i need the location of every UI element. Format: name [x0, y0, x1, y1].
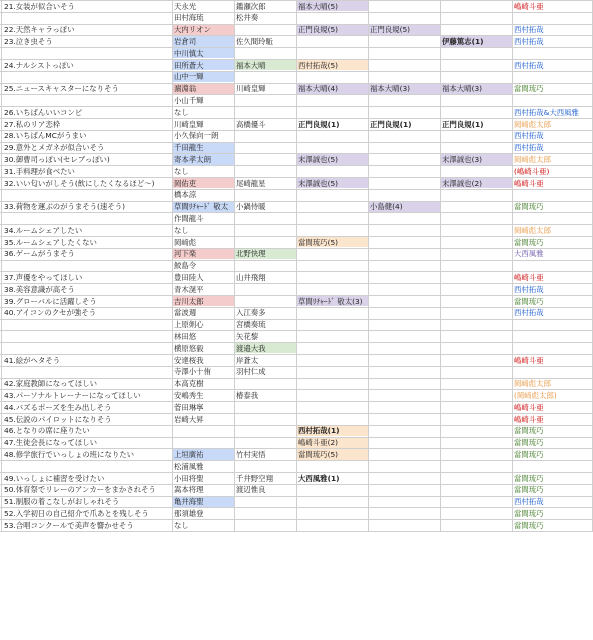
- question-cell[interactable]: 42.家庭教師になってほしい: [4, 379, 98, 389]
- question-cell[interactable]: [2, 319, 172, 330]
- answer-cell[interactable]: 吉川太郎: [172, 296, 234, 307]
- answer-cell[interactable]: [234, 284, 296, 295]
- vote-cell[interactable]: 末澤誠也(5): [296, 178, 368, 189]
- question-cell[interactable]: [2, 95, 172, 106]
- vote-cell[interactable]: 福本大晴(3): [368, 83, 440, 94]
- answer-cell[interactable]: 入江奏多: [236, 308, 266, 318]
- result-cell[interactable]: 當間琉巧: [514, 202, 544, 212]
- answer-cell[interactable]: 松井奏: [236, 13, 259, 23]
- answer-cell[interactable]: 小久保向一朗: [174, 131, 219, 141]
- result-cell[interactable]: 西村拓哉: [514, 497, 544, 507]
- answer-cell[interactable]: 竹村実悟: [236, 449, 266, 459]
- answer-cell[interactable]: [234, 425, 296, 436]
- answer-cell[interactable]: 岡﨑彪: [174, 237, 197, 247]
- result-cell[interactable]: 當間琉巧: [514, 426, 544, 436]
- vote-cell[interactable]: 草間ﾘﾁｬｰﾄﾞ 敬太(3): [296, 296, 368, 307]
- answer-cell[interactable]: 上原剣心: [174, 320, 204, 330]
- question-cell[interactable]: 41.絵がヘタそう: [4, 355, 61, 365]
- result-cell[interactable]: 西村拓哉: [514, 131, 544, 141]
- vote-cell[interactable]: 福本大晴(4): [296, 83, 368, 94]
- answer-cell[interactable]: 高橋優斗: [236, 119, 266, 129]
- result-cell[interactable]: 嶋崎斗亜: [514, 355, 544, 365]
- answer-cell[interactable]: [234, 461, 296, 472]
- answer-cell[interactable]: [234, 213, 296, 224]
- result-cell[interactable]: 嶋崎斗亜: [514, 414, 544, 424]
- answer-cell[interactable]: 松浦風雅: [174, 461, 204, 471]
- vote-cell[interactable]: 當間琉巧(5): [296, 449, 368, 460]
- result-cell[interactable]: 嶋崎斗亜: [514, 1, 544, 11]
- result-cell[interactable]: 西村拓哉&大西風雅: [514, 107, 579, 117]
- result-cell[interactable]: 當間琉巧: [514, 508, 544, 518]
- answer-cell[interactable]: 宮橋奏琉: [236, 320, 266, 330]
- vote-cell[interactable]: 嶋崎斗亜(2): [296, 437, 368, 448]
- result-cell[interactable]: 西村拓哉: [514, 308, 544, 318]
- vote-cell[interactable]: 正門良規(5): [368, 24, 440, 35]
- vote-cell[interactable]: 正門良規(1): [442, 119, 484, 129]
- question-cell[interactable]: 52.入学初日の自己紹介で爪あとを残しそう: [4, 508, 149, 518]
- question-cell[interactable]: [2, 461, 172, 472]
- answer-cell[interactable]: [234, 225, 296, 236]
- answer-cell[interactable]: 小田将聖: [174, 473, 204, 483]
- result-cell[interactable]: 岡﨑彪太郎: [514, 119, 551, 129]
- question-cell[interactable]: 22.天然キャラっぽい: [4, 25, 75, 35]
- question-cell[interactable]: 39.グローバルに活躍しそう: [4, 296, 97, 306]
- question-cell[interactable]: 31.手料理が食べたい: [4, 166, 75, 176]
- answer-cell[interactable]: 渡邉大我: [234, 343, 296, 354]
- answer-cell[interactable]: [234, 48, 296, 59]
- result-cell[interactable]: 西村拓哉: [514, 143, 544, 153]
- answer-cell[interactable]: 岩倉司: [172, 36, 234, 47]
- answer-cell[interactable]: 千井野空翔: [236, 473, 273, 483]
- result-cell[interactable]: 當間琉巧: [514, 520, 544, 530]
- result-cell[interactable]: 當間琉巧: [514, 237, 544, 247]
- result-cell[interactable]: 嶋崎斗亜: [514, 272, 544, 282]
- answer-cell[interactable]: 那須雄登: [174, 508, 204, 518]
- answer-cell[interactable]: 山井飛翔: [236, 272, 266, 282]
- answer-cell[interactable]: 田所蒼大: [172, 60, 234, 71]
- vote-cell[interactable]: 福本大晴(5): [296, 1, 368, 12]
- answer-cell[interactable]: 安嶋秀生: [174, 390, 204, 400]
- answer-cell[interactable]: 横原悠毅: [174, 343, 204, 353]
- question-cell[interactable]: 28.いちばんMCがうまい: [4, 131, 87, 141]
- answer-cell[interactable]: 林田悠: [174, 331, 197, 341]
- answer-cell[interactable]: 椿泰我: [236, 390, 259, 400]
- answer-cell[interactable]: 田村海琉: [174, 13, 204, 23]
- question-cell[interactable]: 43.パーソナルトレーナーになってほしい: [4, 390, 141, 400]
- answer-cell[interactable]: [234, 154, 296, 165]
- question-cell[interactable]: [2, 343, 172, 354]
- answer-cell[interactable]: [234, 130, 296, 141]
- answer-cell[interactable]: 嵩本将理: [174, 485, 204, 495]
- question-cell[interactable]: 25.ニュースキャスターになりそう: [4, 84, 119, 94]
- question-cell[interactable]: 36.ゲームがうまそう: [4, 249, 75, 259]
- answer-cell[interactable]: [234, 520, 296, 531]
- answer-cell[interactable]: [234, 189, 296, 200]
- question-cell[interactable]: 35.ルームシェアしたくない: [4, 237, 97, 247]
- vote-cell[interactable]: 當間琉巧(5): [296, 237, 368, 248]
- result-cell[interactable]: 當間琉巧: [514, 296, 544, 306]
- question-cell[interactable]: [2, 189, 172, 200]
- result-cell[interactable]: 西村拓哉: [514, 25, 544, 35]
- answer-cell[interactable]: [172, 437, 234, 448]
- answer-cell[interactable]: 川崎皇輝: [236, 84, 266, 94]
- column-divider: [1, 0, 2, 531]
- vote-cell[interactable]: 西村拓哉(1): [296, 425, 368, 436]
- answer-cell[interactable]: 鑑瀬次郎: [236, 1, 266, 11]
- answer-cell[interactable]: 小鍋侍暖: [236, 202, 266, 212]
- answer-cell[interactable]: なし: [174, 225, 189, 235]
- answer-cell[interactable]: なし: [174, 166, 189, 176]
- answer-cell[interactable]: 濵淵翁: [172, 83, 234, 94]
- answer-cell[interactable]: [234, 24, 296, 35]
- answer-cell[interactable]: [234, 508, 296, 519]
- column-divider: [368, 0, 369, 531]
- vote-cell[interactable]: 西村拓哉(5): [296, 60, 368, 71]
- result-cell[interactable]: 當間琉巧: [514, 473, 544, 483]
- question-cell[interactable]: [2, 71, 172, 82]
- answer-cell[interactable]: [234, 107, 296, 118]
- result-cell[interactable]: 西村拓哉: [514, 36, 544, 46]
- result-cell[interactable]: 當間琉巧: [514, 485, 544, 495]
- vote-cell[interactable]: 末澤誠也(5): [296, 154, 368, 165]
- question-cell[interactable]: 26.いちばんいいコンビ: [4, 107, 83, 117]
- answer-cell[interactable]: 矢花黎: [236, 331, 259, 341]
- answer-cell[interactable]: [234, 496, 296, 507]
- column-divider: [440, 0, 441, 531]
- answer-cell[interactable]: 佐久間玲駈: [236, 36, 273, 46]
- answer-cell[interactable]: 寺澤小十侑: [174, 367, 211, 377]
- question-cell[interactable]: 46.となりの席に座りたい: [4, 426, 90, 436]
- result-cell[interactable]: 岡﨑彪太郎: [514, 225, 551, 235]
- result-cell[interactable]: (嶋崎斗亜): [514, 166, 550, 176]
- result-cell[interactable]: (岡﨑彪太郎): [514, 390, 557, 400]
- question-cell[interactable]: 37.声優をやってほしい: [4, 272, 83, 282]
- result-cell[interactable]: 大西風雅: [514, 249, 544, 259]
- answer-cell[interactable]: [234, 378, 296, 389]
- answer-cell[interactable]: [234, 260, 296, 271]
- question-cell[interactable]: 50.体育祭でリレーのアンカーをまかされそう: [4, 485, 156, 495]
- column-divider: [512, 0, 513, 531]
- answer-cell[interactable]: 橋本涼: [174, 190, 197, 200]
- answer-cell[interactable]: 天永光: [174, 1, 197, 11]
- answer-cell[interactable]: [234, 237, 296, 248]
- vote-cell[interactable]: 伊藤篤志(1): [440, 36, 512, 47]
- question-cell[interactable]: 45.伝説のパイロットになりそう: [4, 414, 112, 424]
- answer-cell[interactable]: 川崎皇輝: [174, 119, 204, 129]
- question-cell[interactable]: [2, 260, 172, 271]
- question-cell[interactable]: 24.ナルシストっぽい: [4, 60, 74, 70]
- answer-cell[interactable]: [234, 166, 296, 177]
- answer-cell[interactable]: [234, 437, 296, 448]
- answer-cell[interactable]: 上垣廣祐: [172, 449, 234, 460]
- question-cell[interactable]: 51.制服の着こなしがおしゃれそう: [4, 497, 120, 507]
- answer-cell[interactable]: 中川慎太: [172, 48, 234, 59]
- answer-cell[interactable]: 安達桜我: [174, 355, 204, 365]
- result-cell[interactable]: 嶋崎斗亜: [514, 402, 544, 412]
- question-cell[interactable]: 27.私のリア恋枠: [4, 119, 61, 129]
- answer-cell[interactable]: 岩崎大昇: [174, 414, 204, 424]
- vote-cell[interactable]: 末澤誠也(2): [440, 178, 512, 189]
- row-divider: [0, 531, 593, 532]
- column-divider: [296, 0, 297, 531]
- result-cell[interactable]: 當間琉巧: [514, 449, 544, 459]
- question-cell[interactable]: [2, 48, 172, 59]
- answer-cell[interactable]: 本高克樹: [174, 379, 204, 389]
- result-cell[interactable]: 西村拓哉: [514, 284, 544, 294]
- answer-cell[interactable]: 岡佑吏: [172, 178, 234, 189]
- answer-cell[interactable]: [234, 296, 296, 307]
- answer-cell[interactable]: 當波週: [174, 308, 197, 318]
- answer-cell[interactable]: 寄本孝太朗: [172, 154, 234, 165]
- question-cell[interactable]: 32.いい匂いがしそう(飲にしたくなるほど〜): [4, 178, 155, 188]
- answer-cell[interactable]: [172, 425, 234, 436]
- question-cell[interactable]: 38.美容意識が高そう: [4, 284, 75, 294]
- answer-cell[interactable]: 豊田陸人: [174, 272, 204, 282]
- column-divider: [234, 0, 235, 531]
- question-cell[interactable]: 34.ルームシェアしたい: [4, 225, 83, 235]
- answer-cell[interactable]: 大内リオン: [172, 24, 234, 35]
- question-cell[interactable]: 49.いっしょに補習を受けたい: [4, 473, 105, 483]
- column-divider: [172, 0, 173, 531]
- question-cell[interactable]: [2, 366, 172, 377]
- answer-cell[interactable]: [234, 95, 296, 106]
- answer-cell[interactable]: 北野快理: [234, 248, 296, 259]
- result-cell[interactable]: 當間琉巧: [514, 84, 544, 94]
- answer-cell[interactable]: [234, 402, 296, 413]
- question-cell[interactable]: 47.生徒会長になってほしい: [4, 438, 98, 448]
- answer-cell[interactable]: 鮫島令: [174, 261, 197, 271]
- answer-cell[interactable]: 羽村仁成: [236, 367, 266, 377]
- vote-cell[interactable]: 正門良規(5): [296, 24, 368, 35]
- question-cell[interactable]: 48.修学旅行でいっしょの班になりたい: [4, 449, 135, 459]
- question-cell[interactable]: 21.女装が似合いそう: [4, 1, 75, 11]
- vote-cell[interactable]: 正門良規(1): [370, 119, 412, 129]
- question-cell[interactable]: [2, 331, 172, 342]
- question-cell[interactable]: 29.意外とメガネが似合いそう: [4, 143, 105, 153]
- answer-cell[interactable]: 千田龍生: [172, 142, 234, 153]
- answer-cell[interactable]: 青木滉平: [174, 284, 204, 294]
- vote-cell[interactable]: 正門良規(1): [298, 119, 340, 129]
- vote-cell[interactable]: 小島健(4): [368, 201, 440, 212]
- question-cell[interactable]: 53.合唱コンクールで美声を響かせそう: [4, 520, 134, 530]
- result-cell[interactable]: 岡﨑彪太郎: [514, 154, 551, 164]
- answer-cell[interactable]: 山中一輝: [172, 71, 234, 82]
- question-cell[interactable]: [2, 213, 172, 224]
- result-cell[interactable]: 岡﨑彪太郎: [514, 379, 551, 389]
- question-cell[interactable]: 33.荷物を運ぶのがうまそう(速そう): [4, 202, 125, 212]
- answer-cell[interactable]: 岸蒼太: [236, 355, 259, 365]
- question-cell[interactable]: 40.アイコンのクセが強そう: [4, 308, 97, 318]
- vote-cell[interactable]: 末澤誠也(3): [440, 154, 512, 165]
- question-cell[interactable]: [2, 12, 172, 23]
- question-cell[interactable]: 23.泣き虫そう: [4, 36, 53, 46]
- answer-cell[interactable]: なし: [174, 520, 189, 530]
- answer-cell[interactable]: なし: [174, 107, 189, 117]
- answer-cell[interactable]: 尾崎龍星: [236, 178, 266, 188]
- result-cell[interactable]: 當間琉巧: [514, 438, 544, 448]
- answer-cell[interactable]: 小山千輝: [174, 95, 204, 105]
- vote-cell[interactable]: 福本大晴(3): [440, 83, 512, 94]
- answer-cell[interactable]: 草間ﾘﾁｬｰﾄﾞ 敬太: [172, 201, 234, 212]
- result-cell[interactable]: 西村拓哉: [514, 60, 544, 70]
- answer-cell[interactable]: 渡辺惟良: [236, 485, 266, 495]
- question-cell[interactable]: 30.御曹司っぽい(セレブっぽい): [4, 154, 110, 164]
- answer-cell[interactable]: 河下楽: [172, 248, 234, 259]
- answer-cell[interactable]: [234, 414, 296, 425]
- answer-cell[interactable]: 亀井海聖: [172, 496, 234, 507]
- answer-cell[interactable]: 菅田琳寧: [174, 402, 204, 412]
- answer-cell[interactable]: [234, 71, 296, 82]
- answer-cell[interactable]: 作間龍斗: [174, 213, 204, 223]
- result-cell[interactable]: 嶋崎斗亜: [514, 178, 544, 188]
- answer-cell[interactable]: [234, 142, 296, 153]
- question-cell[interactable]: 44.バズるポーズを生み出しそう: [4, 402, 112, 412]
- answer-cell[interactable]: 福本大晴: [234, 60, 296, 71]
- vote-cell[interactable]: 大西風雅(1): [298, 473, 340, 483]
